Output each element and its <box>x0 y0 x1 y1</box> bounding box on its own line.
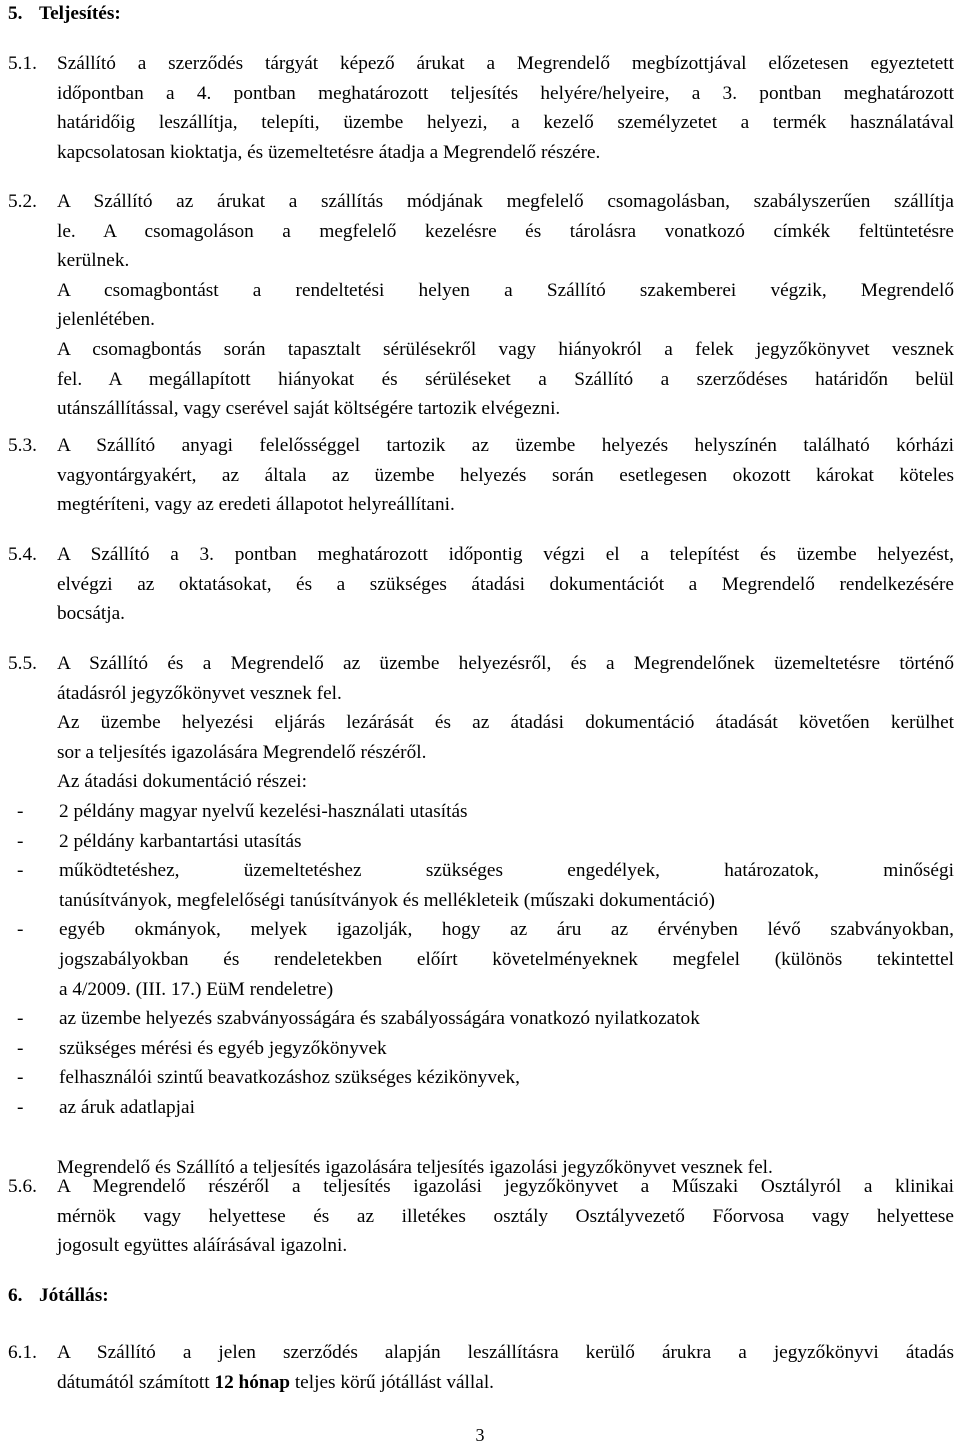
list-item <box>8 856 954 886</box>
warranty-period: 12 hónap <box>214 1371 290 1393</box>
text-line: A Szállító a 3. pontban meghatározott időpontig végzi el a telepítést és üzembe helyezést, <box>57 544 954 565</box>
list-dash: - <box>17 1067 24 1089</box>
section-6-title: Jótállás: <box>39 1285 109 1306</box>
text-line: vagyontárgyakért, az általa az üzembe helyezés során esetlegesen okozott károkat köteles <box>57 464 954 486</box>
list-dash: - <box>17 919 24 941</box>
text-line: mérnök vagy helyettese és az illetékes osztály Osztályvezető Főorvosa vagy helyettese <box>57 1205 954 1227</box>
list-item <box>8 1034 954 1064</box>
list-item-text: az üzembe helyezés szabványosságára és szabályosságára vonatkozó nyilatkozatok <box>59 1008 700 1030</box>
documentation-list <box>8 797 954 1123</box>
text-line: A Megrendelő részéről a teljesítés igazolási jegyzőkönyvet a Műszaki Osztályról a klinikai <box>57 1176 954 1197</box>
text-line: Az átadási dokumentáció részei: <box>57 771 308 793</box>
list-item <box>8 1063 954 1093</box>
list-dash: - <box>17 830 24 852</box>
text-line: megtéríteni, vagy az eredeti állapotot helyreállítani. <box>57 494 455 516</box>
paragraph-number: 6.1. <box>8 1342 37 1363</box>
list-item-text: működtetéshez, üzemeltetéshez szükséges engedélyek, határozatok, minőségi <box>59 860 954 882</box>
text-line: határidőig leszállítja, telepíti, üzembe helyezi, a kezelő személyzetet a termék használatával <box>57 112 954 134</box>
list-dash: - <box>17 1037 24 1059</box>
paragraph-5-6 <box>8 1172 954 1261</box>
list-item <box>8 827 954 857</box>
paragraph-number: 5.2. <box>8 191 37 212</box>
list-item-text: tanúsítványok, megfelelőségi tanúsítványok és mellékleteik (műszaki dokumentáció) <box>59 889 715 911</box>
text-line <box>57 1368 954 1398</box>
list-dash: - <box>17 800 24 822</box>
text-line: fel. A megállapított hiányokat és sérüléseket a Szállító a szerződéses határidőn belül <box>57 368 954 390</box>
text-line: időpontban a 4. pontban meghatározott teljesítés helyére/helyeire, a 3. pontban meghatározott <box>57 82 954 104</box>
text-line: le. A csomagoláson a megfelelő kezelésre és tárolásra vonatkozó címkék feltüntetésre <box>57 220 954 242</box>
list-item <box>8 1004 954 1034</box>
section-6-heading <box>8 1284 109 1308</box>
list-item-text: a 4/2009. (III. 17.) EüM rendeletre) <box>59 978 334 1000</box>
paragraph-5-4 <box>8 540 954 629</box>
text-line: A csomagbontást a rendeltetési helyen a Szállító szakemberei végzik, Megrendelő <box>57 279 954 301</box>
list-item <box>8 1093 954 1123</box>
paragraph-5-3 <box>8 431 954 520</box>
list-dash: - <box>17 1096 24 1118</box>
list-item-text: az áruk adatlapjai <box>59 1096 195 1118</box>
text-line: elvégzi az oktatásokat, és a szükséges átadási dokumentációt a Megrendelő rendelkezésére <box>57 573 954 595</box>
text-line: A Szállító a jelen szerződés alapján leszállításra kerülő árukra a jegyzőkönyvi átadás <box>57 1342 954 1363</box>
section-5-number: 5. <box>8 3 23 24</box>
text-line: A Szállító és a Megrendelő az üzembe helyezésről, és a Megrendelőnek üzemeltetésre történő <box>57 653 954 674</box>
page-number: 3 <box>475 1425 485 1445</box>
list-item-continuation <box>8 886 954 916</box>
paragraph-5-1 <box>8 49 954 167</box>
text-run: teljes körű jótállást vállal. <box>290 1371 495 1393</box>
paragraph-number: 5.1. <box>8 53 37 74</box>
text-line: jogosult együttes aláírásával igazolni. <box>57 1235 348 1257</box>
list-item-text: 2 példány magyar nyelvű kezelési-használati utasítás <box>59 800 468 822</box>
section-6-number: 6. <box>8 1285 23 1306</box>
list-item <box>8 797 954 827</box>
list-item <box>8 915 954 945</box>
list-item-text: felhasználói szintű beavatkozáshoz szükséges kézikönyvek, <box>59 1067 520 1089</box>
list-item-text: egyéb okmányok, melyek igazolják, hogy az áru az érvényben lévő szabványokban, <box>59 919 954 941</box>
text-line: Az üzembe helyezési eljárás lezárását és az átadási dokumentáció átadását követően kerülhet <box>57 712 954 734</box>
paragraph-number: 5.6. <box>8 1176 37 1197</box>
list-dash: - <box>17 1008 24 1030</box>
text-line: Szállító a szerződés tárgyát képező árukat a Megrendelő megbízottjával előzetesen egyeztetett <box>57 53 954 74</box>
paragraph-number: 5.5. <box>8 653 37 674</box>
list-item-text: jogszabályokban és rendeletekben előírt követelményeknek megfelel (különös tekintettel <box>59 948 954 970</box>
list-item-continuation <box>8 975 954 1005</box>
paragraph-5-2 <box>8 187 954 424</box>
text-line: kapcsolatosan kioktatja, és üzemeltetésre átadja a Megrendelő részére. <box>57 141 601 163</box>
text-run: dátumától számított <box>57 1371 215 1393</box>
section-5-title: Teljesítés: <box>39 3 121 24</box>
text-line: átadásról jegyzőkönyvet vesznek fel. <box>57 682 342 704</box>
text-line: A Szállító az árukat a szállítás módjának megfelelő csomagolásban, szabályszerűen szállítja <box>57 191 954 212</box>
text-line: bocsátja. <box>57 603 125 625</box>
text-line: A csomagbontás során tapasztalt sérülésekről vagy hiányokról a felek jegyzőkönyvet vesznek <box>57 338 954 360</box>
paragraph-6-1 <box>8 1338 954 1397</box>
list-dash: - <box>17 860 24 882</box>
list-item-text: szükséges mérési és egyéb jegyzőkönyvek <box>59 1037 387 1059</box>
closing-sentence: Megrendelő és Szállító a teljesítés igazolására teljesítés igazolási jegyzőkönyvet vesznek fel. <box>57 1156 773 1178</box>
text-line: sor a teljesítés igazolására Megrendelő részéről. <box>57 741 427 763</box>
list-item-continuation <box>8 945 954 975</box>
paragraph-number: 5.4. <box>8 544 37 565</box>
section-5-heading <box>8 2 121 26</box>
paragraph-5-5 <box>8 649 954 1182</box>
list-item-text: 2 példány karbantartási utasítás <box>59 830 302 852</box>
text-line: kerülnek. <box>57 250 130 272</box>
text-line: utánszállítással, vagy cserével saját költségére tartozik elvégezni. <box>57 398 561 420</box>
paragraph-number: 5.3. <box>8 435 37 456</box>
text-line: A Szállító anyagi felelősséggel tartozik az üzembe helyezés helyszínén található kórházi <box>57 435 954 456</box>
text-line: jelenlétében. <box>57 309 155 331</box>
